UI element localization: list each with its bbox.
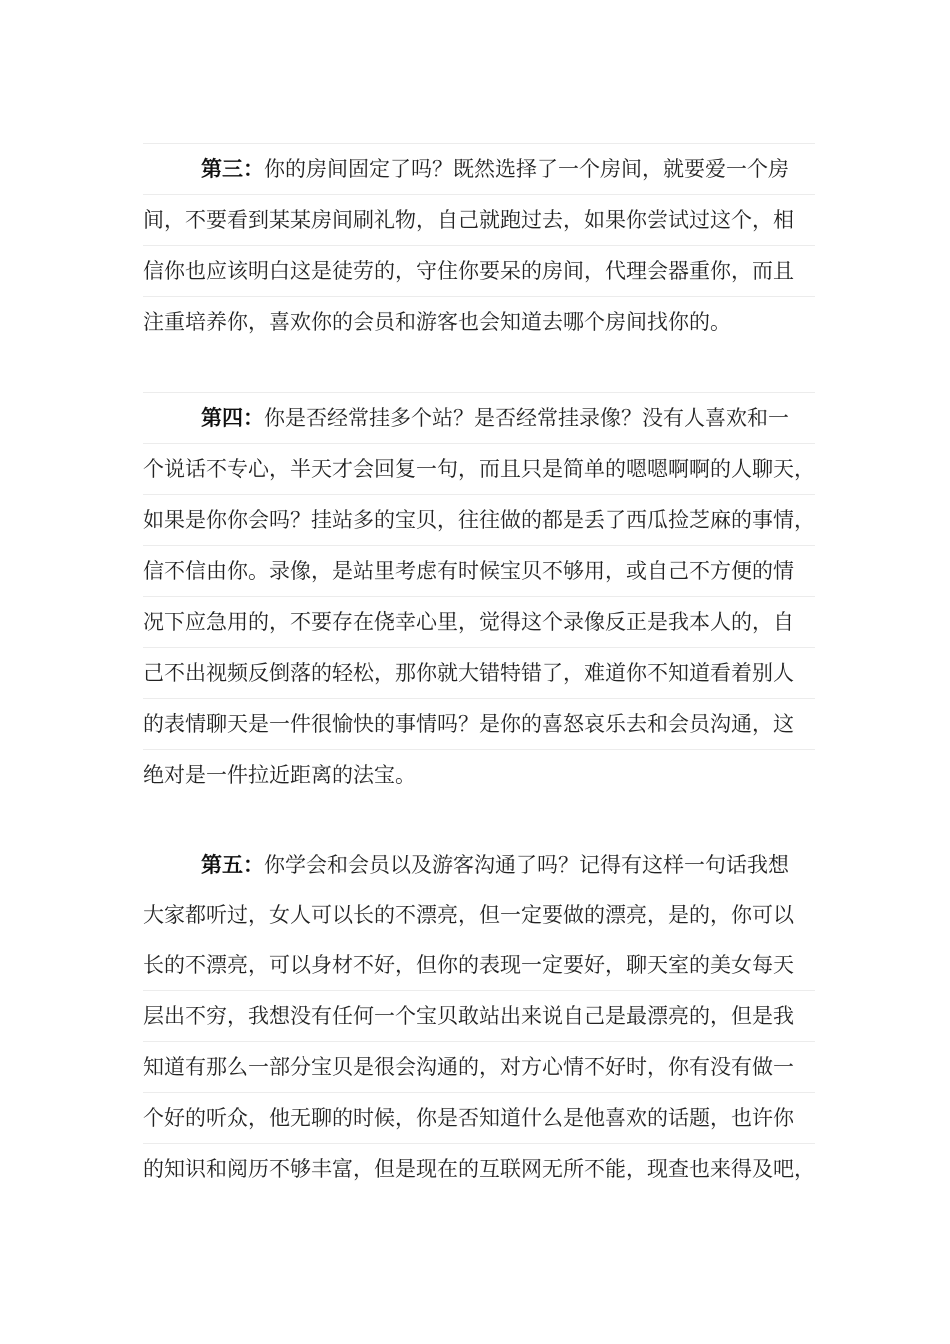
paragraph-line: 长的不漂亮，可以身材不好，但你的表现一定要好，聊天室的美女每天 [143, 953, 794, 977]
paragraph-text: 你学会和会员以及游客沟通了吗？记得有这样一句话我想 [264, 853, 789, 877]
paragraph-line: 己不出视频反倒落的轻松，那你就大错特错了，难道你不知道看着别人 [143, 647, 815, 698]
paragraph-line: 个说话不专心，半天才会回复一句，而且只是简单的嗯嗯啊啊的人聊天， [143, 443, 815, 494]
paragraph-line: 信你也应该明白这是徒劳的，守住你要呆的房间，代理会器重你，而且 [143, 245, 815, 296]
paragraph-third [143, 143, 815, 347]
paragraph-line: 层出不穷，我想没有任何一个宝贝敢站出来说自己是最漂亮的，但是我 [143, 990, 815, 1041]
paragraph-text: 你的房间固定了吗？既然选择了一个房间，就要爱一个房 [264, 157, 789, 181]
paragraph-line: 知道有那么一部分宝贝是很会沟通的，对方心情不好时，你有没有做一 [143, 1041, 815, 1092]
paragraph-line: 注重培养你，喜欢你的会员和游客也会知道去哪个房间找你的。 [143, 296, 815, 347]
paragraph-fourth [143, 392, 815, 800]
paragraph-line: 的表情聊天是一件很愉快的事情吗？是你的喜怒哀乐去和会员沟通，这 [143, 698, 815, 749]
paragraph-line: 信不信由你。录像，是站里考虑有时候宝贝不够用，或自己不方便的情 [143, 545, 815, 596]
paragraph-lead: 第五： [201, 853, 264, 877]
paragraph-line: 大家都听过，女人可以长的不漂亮，但一定要做的漂亮，是的，你可以 [143, 903, 794, 927]
paragraph-line: 间，不要看到某某房间刷礼物，自己就跑过去，如果你尝试过这个，相 [143, 194, 815, 245]
paragraph-line [143, 840, 815, 890]
paragraph-line: 个好的听众，他无聊的时候，你是否知道什么是他喜欢的话题，也许你 [143, 1092, 815, 1143]
paragraph-fifth [143, 840, 815, 1194]
paragraph-line: 如果是你你会吗？挂站多的宝贝，往往做的都是丢了西瓜捡芝麻的事情， [143, 494, 815, 545]
paragraph-lead: 第三： [201, 157, 264, 181]
paragraph-line: 的知识和阅历不够丰富，但是现在的互联网无所不能，现查也来得及吧， [143, 1143, 815, 1194]
paragraph-line: 绝对是一件拉近距离的法宝。 [143, 749, 815, 800]
paragraph-lead: 第四： [201, 406, 264, 430]
paragraph-line [143, 143, 815, 194]
paragraph-text: 你是否经常挂多个站？是否经常挂录像？没有人喜欢和一 [264, 406, 789, 430]
paragraph-line [143, 392, 815, 443]
paragraph-line: 况下应急用的，不要存在侥幸心里，觉得这个录像反正是我本人的，自 [143, 596, 815, 647]
